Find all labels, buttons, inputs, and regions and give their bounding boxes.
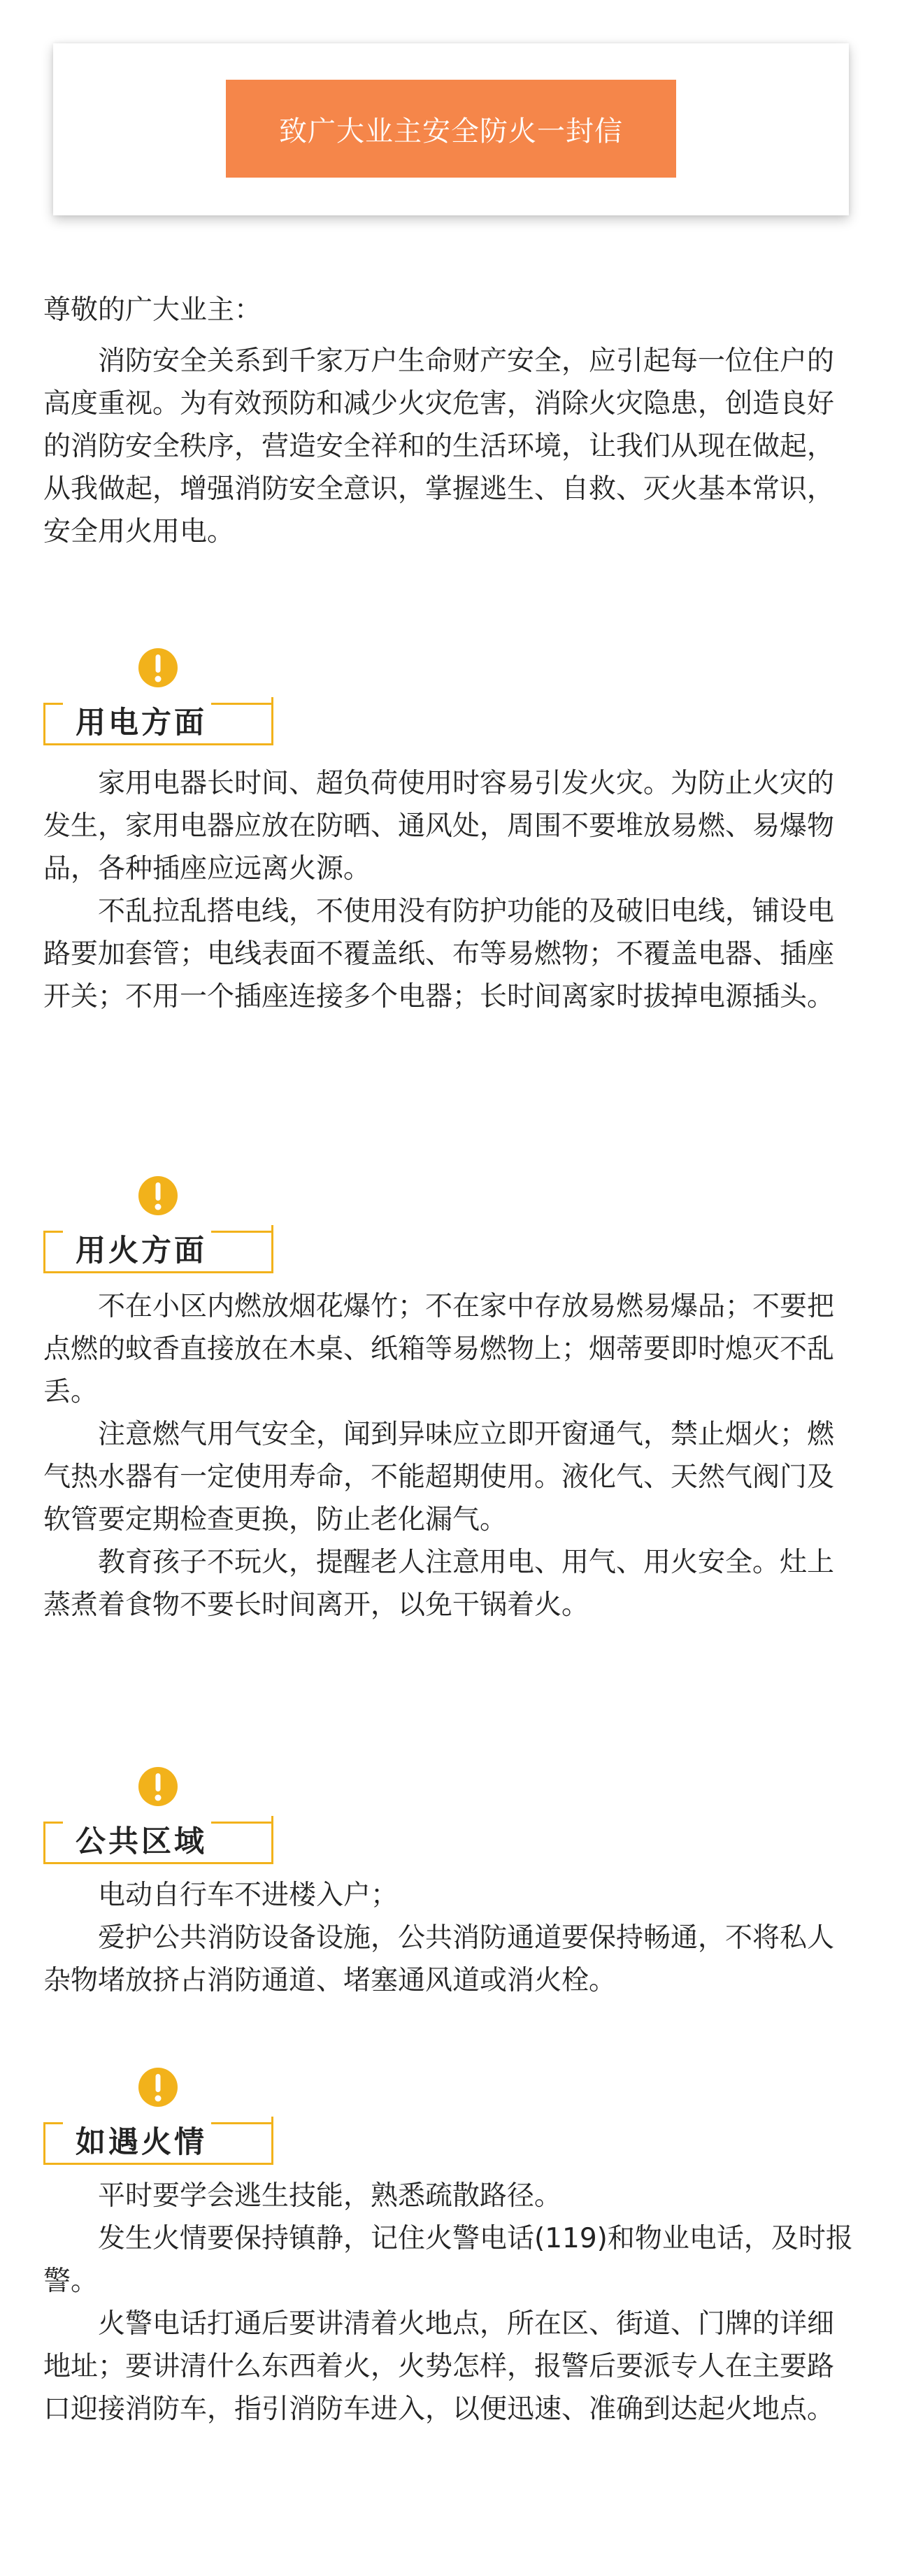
header-line (211, 703, 273, 705)
section-header-fire (43, 1175, 274, 1280)
section-body-electricity (43, 762, 859, 1018)
intro-paragraph (43, 340, 859, 553)
section-heading: 用火方面 (76, 1233, 207, 1268)
section-heading: 用电方面 (76, 706, 207, 740)
paragraph: 爱护公共消防设备设施，公共消防通道要保持畅通，不将私人杂物堵放挤占消防通道、堵塞通风道或消火栓。 (43, 1922, 835, 1996)
paragraph: 不在小区内燃放烟花爆竹；不在家中存放易燃易爆品；不要把点燃的蚊香直接放在木桌、纸箱等易燃物上；烟蒂要即时熄灭不乱丢。 (43, 1291, 835, 1408)
paragraph: 不乱拉乱搭电线，不使用没有防护功能的及破旧电线，铺设电路要加套管；电线表面不覆盖纸、布等易燃物；不覆盖电器、插座开关；不用一个插座连接多个电器；长时间离家时拔掉电源插头。 (43, 896, 835, 1012)
page-title: 致广大业主安全防火一封信 (226, 80, 676, 178)
paragraph: 电动自行车不进楼入户； (98, 1880, 399, 1911)
section-heading: 如遇火情 (76, 2125, 207, 2160)
header-line (211, 2122, 273, 2124)
section-body-in-case-of-fire (43, 2175, 859, 2431)
paragraph: 教育孩子不玩火，提醒老人注意用电、用气、用火安全。灶上蒸煮着食物不要长时间离开，以免干锅着火。 (43, 1547, 835, 1621)
warning-icon (137, 1175, 179, 1217)
warning-icon (137, 1766, 179, 1808)
section-body-fire (43, 1285, 859, 1626)
header-line (211, 1231, 273, 1233)
section-header-public-area (43, 1766, 274, 1870)
title-card (53, 43, 849, 215)
section-header-in-case-of-fire (43, 2066, 274, 2171)
paragraph: 发生火情要保持镇静，记住火警电话(119)和物业电话，及时报警。 (43, 2223, 853, 2297)
warning-icon (137, 647, 179, 689)
paragraph: 平时要学会逃生技能，熟悉疏散路径。 (98, 2180, 562, 2212)
section-header-electricity (43, 647, 274, 752)
section-heading: 公共区域 (76, 1824, 207, 1859)
greeting-text: 尊敬的广大业主： (43, 294, 262, 326)
paragraph: 火警电话打通后要讲清着火地点，所在区、街道、门牌的详细地址；要讲清什么东西着火，火势怎样，报警后要派专人在主要路口迎接消防车，指引消防车进入，以便迅速、准确到达起火地点。 (43, 2308, 835, 2425)
paragraph: 家用电器长时间、超负荷使用时容易引发火灾。为防止火灾的发生，家用电器应放在防晒、通风处，周围不要堆放易燃、易爆物品，各种插座应远离火源。 (43, 768, 835, 885)
section-body-public-area (43, 1874, 859, 2002)
greeting (43, 289, 859, 331)
warning-icon (137, 2066, 179, 2108)
intro-text: 消防安全关系到千家万户生命财产安全，应引起每一位住户的高度重视。为有效预防和减少火灾危害，消除火灾隐患，创造良好的消防安全秩序，营造安全祥和的生活环境，让我们从现在做起，从我做起，增强消防安全意识，掌握逃生、自救、灭火基本常识，安全用火用电。 (43, 345, 835, 548)
header-line (211, 1822, 273, 1824)
paragraph: 注意燃气用气安全，闻到异味应立即开窗通气，禁止烟火；燃气热水器有一定使用寿命，不能超期使用。液化气、天然气阀门及软管要定期检查更换，防止老化漏气。 (43, 1419, 835, 1536)
